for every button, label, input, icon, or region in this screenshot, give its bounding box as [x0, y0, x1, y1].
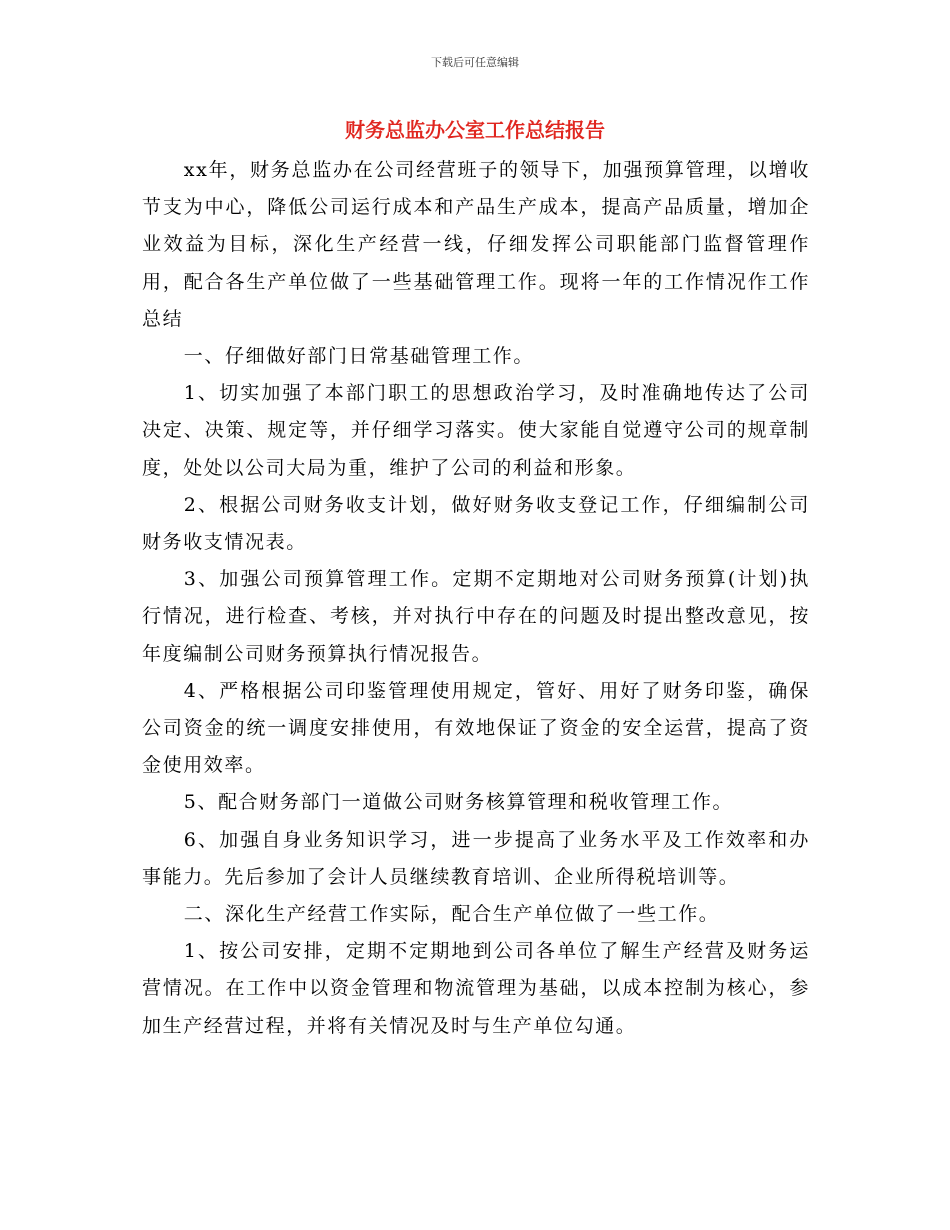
paragraph-item: 1、按公司安排，定期不定期地到公司各单位了解生产经营及财务运营情况。在工作中以资金管理和物流管理为基础，以成本控制为核心，参加生产经营过程，并将有关情况及时与生产单位勾通。 [142, 940, 810, 1037]
paragraph-item: 6、加强自身业务知识学习，进一步提高了业务水平及工作效率和办事能力。先后参加了会计人员继续教育培训、企业所得税培训等。 [142, 828, 810, 888]
paragraph-item: 5、配合财务部门一道做公司财务核算管理和税收管理工作。 [183, 791, 734, 814]
document-body [142, 152, 810, 1045]
paragraph-item: 2、根据公司财务收支计划，做好财务收支登记工作，仔细编制公司财务收支情况表。 [142, 493, 810, 554]
header-note: 下载后可任意编辑 [431, 56, 519, 69]
document-title: 财务总监办公室工作总结报告 [345, 118, 605, 142]
paragraph-intro: xx年，财务总监办在公司经营班子的领导下，加强预算管理，以增收节支为中心，降低公司运行成本和产品生产成本，提高产品质量，增加企业效益为目标，深化生产经营一线，仔细发挥公司职能部门监督管理作用，配合各生产单位做了一些基础管理工作。现将一年的工作情况作工作总结 [142, 159, 810, 330]
paragraph-item: 3、加强公司预算管理工作。定期不定期地对公司财务预算(计划)执行情况，进行检查、考核，并对执行中存在的问题及时提出整改意见，按年度编制公司财务预算执行情况报告。 [142, 568, 810, 665]
section-heading-1: 一、仔细做好部门日常基础管理工作。 [183, 345, 534, 368]
paragraph-item: 1、切实加强了本部门职工的思想政治学习，及时准确地传达了公司决定、决策、规定等，并仔细学习落实。使大家能自觉遵守公司的规章制度，处处以公司大局为重，维护了公司的利益和形象。 [142, 382, 810, 479]
paragraph-item: 4、严格根据公司印鉴管理使用规定，管好、用好了财务印鉴，确保公司资金的统一调度安排使用，有效地保证了资金的安全运营，提高了资金使用效率。 [142, 679, 810, 777]
section-heading-2: 二、深化生产经营工作实际，配合生产单位做了一些工作。 [183, 903, 720, 926]
